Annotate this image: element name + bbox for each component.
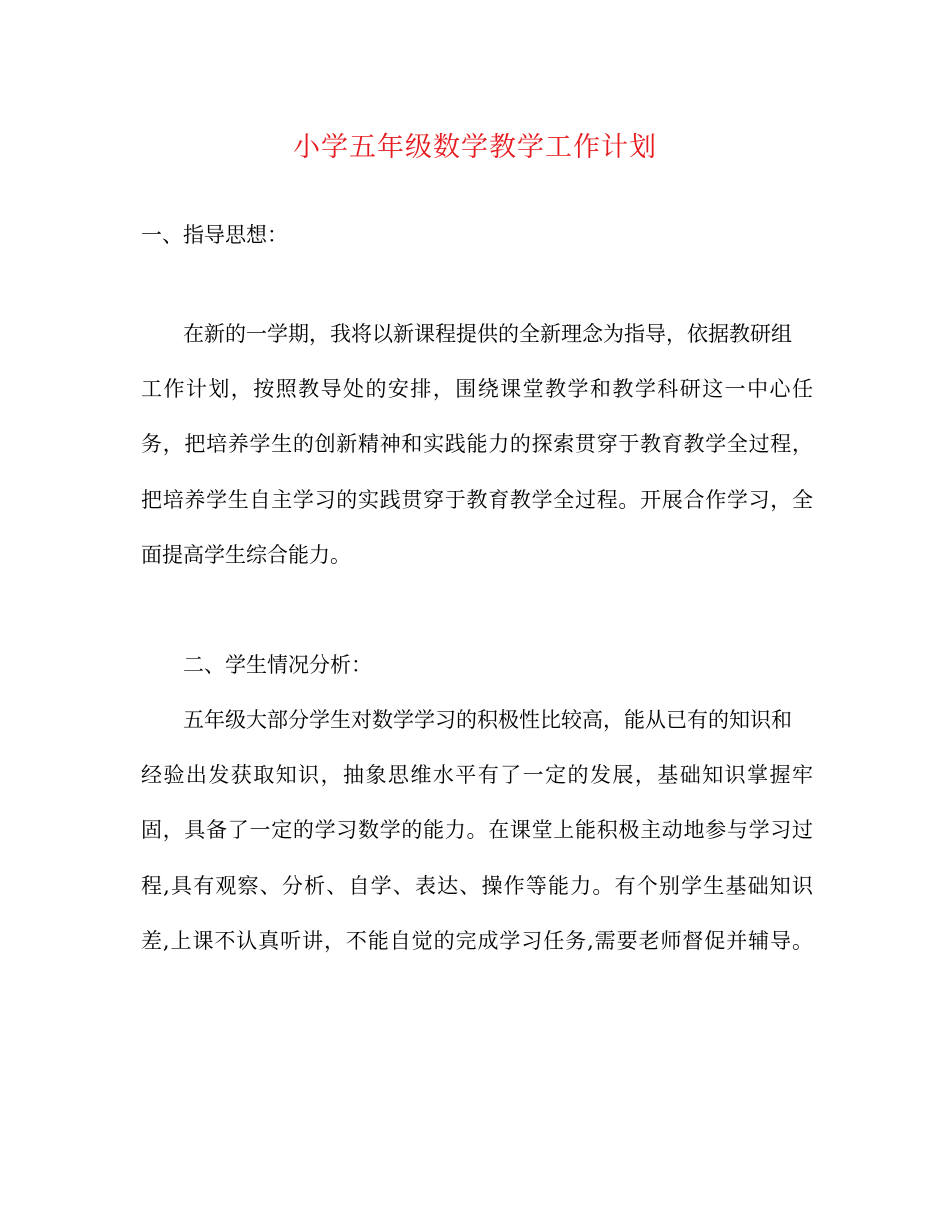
paragraph-line: 经验出发获取知识，抽象思维水平有了一定的发展，基础知识掌握牢 <box>141 763 813 787</box>
paragraph-line: 差,上课不认真听讲，不能自觉的完成学习任务,需要老师督促并辅导。 <box>141 929 813 953</box>
paragraph-line: 五年级大部分学生对数学学习的积极性比较高，能从已有的知识和 <box>183 708 792 732</box>
paragraph-line: 务，把培养学生的创新精神和实践能力的探索贯穿于教育教学全过程， <box>141 432 813 456</box>
paragraph-line: 程,具有观察、分析、自学、表达、操作等能力。有个别学生基础知识 <box>141 874 813 898</box>
section-heading-student-analysis: 二、学生情况分析： <box>183 653 372 677</box>
paragraph-line: 面提高学生综合能力。 <box>141 543 351 567</box>
paragraph-line: 在新的一学期，我将以新课程提供的全新理念为指导，依据教研组 <box>183 322 792 346</box>
paragraph-line: 把培养学生自主学习的实践贯穿于教育教学全过程。开展合作学习，全 <box>141 488 813 512</box>
paragraph-line: 工作计划，按照教导处的安排，围绕课堂教学和教学科研这一中心任 <box>141 377 813 401</box>
paragraph-line: 固，具备了一定的学习数学的能力。在课堂上能积极主动地参与学习过 <box>141 818 813 842</box>
document-title: 小学五年级数学教学工作计划 <box>293 132 657 163</box>
section-heading-guiding-thought: 一、指导思想： <box>141 223 288 247</box>
